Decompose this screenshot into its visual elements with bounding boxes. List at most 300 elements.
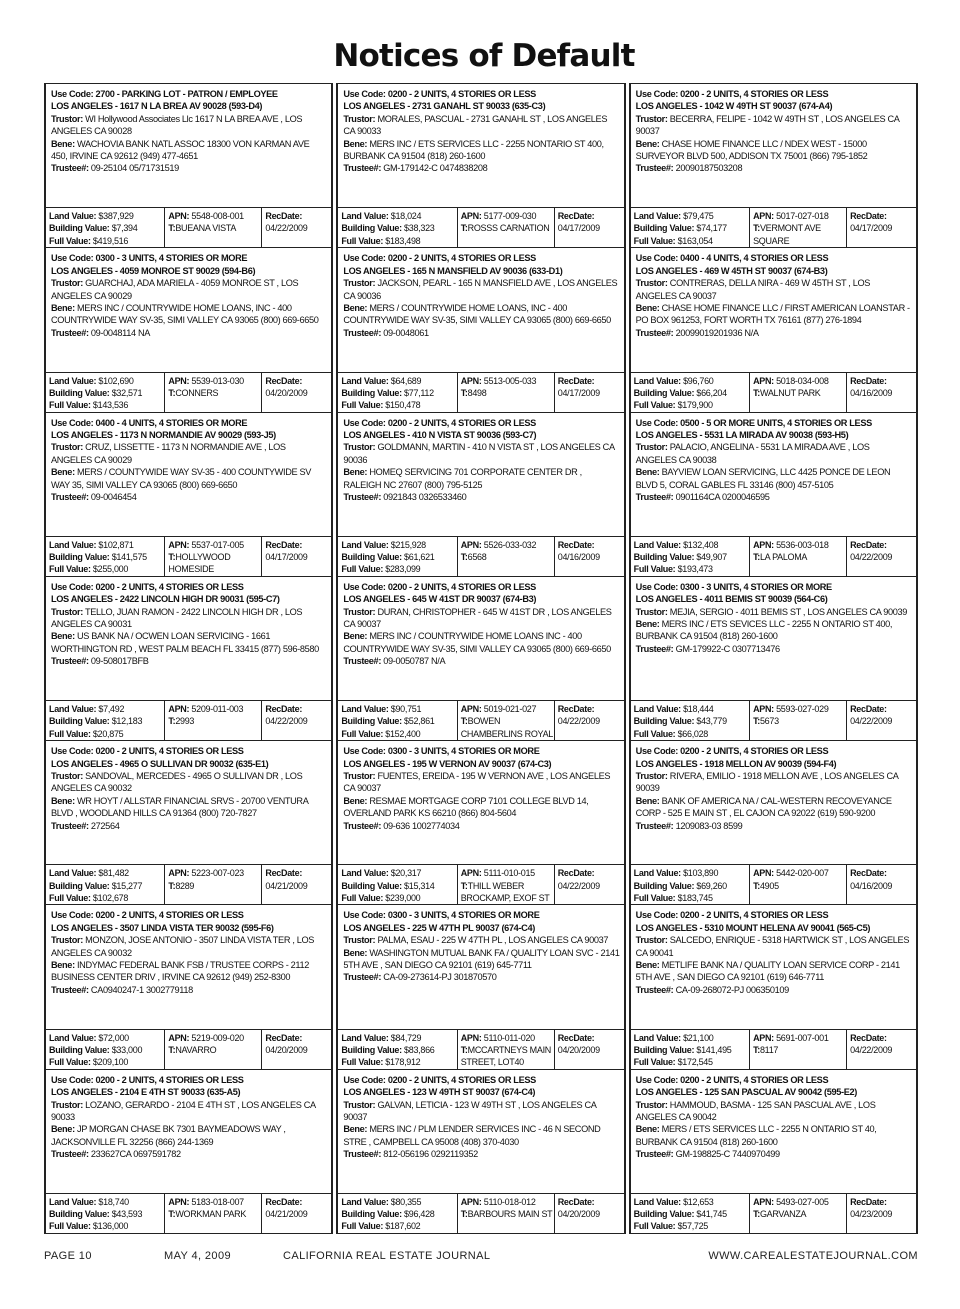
building-value: $7,394 (111, 223, 138, 234)
full-value: $255,000 (92, 564, 129, 575)
use-code: Use Code: 0300 - 3 UNITS, 4 STORIES OR MORE (51, 253, 248, 264)
recdate-cell (261, 373, 331, 412)
trustor-line (343, 934, 619, 946)
apn-value: 5110-018-012 (483, 1197, 536, 1207)
recdate-label: RecDate: (850, 704, 887, 715)
full-value-label: Full Value: (49, 892, 91, 903)
land-value: $18,024 (390, 211, 422, 222)
notice-values (338, 207, 623, 247)
recdate-value: 04/20/2009 (557, 1209, 600, 1220)
land-value: $96,760 (683, 375, 714, 386)
full-value-label: Full Value: (49, 1057, 91, 1068)
notices-grid (44, 84, 918, 1234)
notice-details (338, 577, 623, 700)
trustee-value: 1209083-03 8599 (675, 820, 743, 831)
tract-label: T: (460, 223, 468, 234)
apn-value: 5110-011-020 (483, 1032, 535, 1043)
land-value-label: Land Value: (633, 375, 681, 386)
bene-value: BANK OF AMERICA NA / CAL-WESTERN RECOVEYANCE CORP - 525 E MAIN ST , EL CAJON CA 92022 (619) 590-9200 (635, 795, 892, 819)
trustor-value: TELLO, JUAN RAMON - 2422 LINCOLN HIGH DR , LOS ANGELES CA 90031 (51, 606, 303, 630)
bene-value: US BANK NA / OCWEN LOAN SERVICING - 1661 WORTHINGTON RD , WEST PALM BEACH FL 33415 (877) 596-8580 (51, 631, 319, 654)
notice-values (338, 1193, 623, 1233)
trustee-label: Trustee#: (51, 984, 89, 995)
recdate-cell (554, 208, 624, 247)
trustee-line (343, 162, 619, 174)
footer-page-number: PAGE 10 (44, 1250, 92, 1262)
trustee-value: GM-198825-C 7440970499 (675, 1149, 780, 1160)
full-value-label: Full Value: (49, 399, 91, 410)
recdate-cell (261, 537, 331, 576)
bene-line (343, 947, 619, 972)
apn-value: 5183-018-007 (191, 1197, 244, 1207)
building-value: $32,571 (111, 387, 143, 398)
property-address: LOS ANGELES - 165 N MANSFIELD AV 90036 (633-D1) (343, 265, 563, 276)
recdate-cell (846, 373, 916, 412)
trustee-line (636, 984, 912, 996)
trustor-line (636, 1099, 912, 1124)
bene-value: WASHINGTON MUTUAL BANK FA / QUALITY LOAN SVC - 2141 5TH AVE , SAN DIEGO CA 92101 (619) 645-7711 (343, 947, 620, 971)
full-value-label: Full Value: (49, 728, 91, 739)
tract-value: 6568 (467, 552, 487, 563)
bene-label: Bene: (51, 795, 75, 806)
trustor-value: SALCEDO, ENRIQUE - 5318 HARTWICK ST , LOS ANGELES CA 90041 (635, 935, 910, 958)
tract-label: T: (460, 716, 468, 727)
values-cell (338, 208, 456, 247)
apn-cell (457, 865, 554, 904)
building-value: $141,575 (111, 552, 147, 563)
use-code: Use Code: 0200 - 2 UNITS, 4 STORIES OR LESS (343, 89, 536, 99)
use-code: Use Code: 2700 - PARKING LOT - PATRON / EMPLOYEE (51, 89, 278, 99)
trustee-value: 0901164CA 0200046595 (675, 492, 770, 502)
trustee-line (343, 491, 619, 503)
notice-card (44, 904, 333, 1069)
recdate-label: RecDate: (265, 375, 303, 386)
trustee-label: Trustee#: (635, 327, 674, 338)
trustor-label: Trustor: (635, 606, 668, 617)
notice-card (336, 247, 625, 412)
recdate-value: 04/16/2009 (850, 880, 893, 891)
use-code: Use Code: 0200 - 2 UNITS, 4 STORIES OR LESS (51, 1074, 244, 1085)
recdate-label: RecDate: (850, 868, 887, 879)
recdate-label: RecDate: (265, 1197, 303, 1207)
building-value-label: Building Value: (49, 1044, 110, 1055)
trustee-value: 09-25104 05/71731519 (90, 163, 179, 174)
trustor-line (51, 113, 327, 138)
recdate-cell (554, 865, 624, 904)
trustor-line (636, 441, 912, 466)
apn-cell (749, 537, 846, 576)
full-value-label: Full Value: (633, 564, 676, 575)
trustee-value: 0921843 0326533460 (383, 492, 467, 502)
full-value-label: Full Value: (49, 1221, 91, 1232)
land-value-label: Land Value: (341, 375, 389, 386)
trustee-value: 09-0046454 (90, 492, 137, 502)
use-code: Use Code: 0200 - 2 UNITS, 4 STORIES OR LESS (51, 581, 244, 592)
trustor-value: MONZON, JOSE ANTONIO - 3507 LINDA VISTA TER , LOS ANGELES CA 90032 (51, 935, 315, 958)
trustee-value: 812-056196 0292119352 (383, 1149, 478, 1160)
land-value-label: Land Value: (341, 868, 389, 879)
trustor-value: CRUZ, LISSETTE - 1173 N NORMANDIE AVE , LOS ANGELES CA 90029 (51, 442, 286, 465)
bene-line (51, 1123, 327, 1148)
notice-values (338, 1029, 623, 1069)
recdate-label: RecDate: (850, 375, 887, 386)
property-address: LOS ANGELES - 2422 LINCOLN HIGH DR 90031 (595-C7) (51, 594, 280, 605)
trustor-line (51, 606, 327, 631)
notice-details (631, 84, 916, 207)
bene-value: MERS / ETS SERVICES LLC - 2255 N ONTARIO ST 40, BURBANK CA 91504 (818) 260-1600 (635, 1124, 877, 1147)
trustor-label: Trustor: (51, 935, 83, 946)
bene-line (636, 138, 912, 163)
use-code: Use Code: 0200 - 2 UNITS, 4 STORIES OR LESS (51, 746, 244, 757)
land-value: $102,690 (98, 375, 134, 386)
building-value-label: Building Value: (633, 880, 695, 891)
apn-cell (457, 373, 554, 412)
trustee-value: 20090187503208 (675, 163, 743, 174)
bene-value: MERS INC / PLM LENDER SERVICES INC - 46 N SECOND STRE , CAMPBELL CA 95008 (408) 370-4030 (343, 1124, 601, 1147)
land-value-label: Land Value: (49, 375, 97, 386)
apn-value: 5526-033-032 (483, 539, 537, 550)
recdate-value: 04/20/2009 (557, 1044, 600, 1055)
trustor-label: Trustor: (635, 1099, 668, 1110)
trustor-value: LOZANO, GERARDO - 2104 E 4TH ST , LOS ANGELES CA 90033 (51, 1099, 316, 1122)
notice-values (631, 700, 916, 740)
trustee-line (343, 971, 619, 983)
building-value-label: Building Value: (341, 223, 402, 234)
property-address: LOS ANGELES - 225 W 47TH PL 90037 (674-C4) (343, 922, 535, 933)
notice-details (631, 577, 916, 700)
bene-value: MERS INC / ETS SERVICES LLC - 2255 NONTARIO ST 400, BURBANK CA 91504 (818) 260-1600 (343, 138, 604, 162)
trustee-line (51, 327, 327, 339)
notice-card (44, 1069, 333, 1234)
notice-values (46, 1193, 331, 1233)
tract-label: T: (753, 880, 760, 891)
notice-details (631, 248, 916, 371)
notice-card (44, 740, 333, 905)
tract-label: T: (168, 1209, 176, 1220)
trustee-label: Trustee#: (635, 163, 674, 174)
bene-line (343, 466, 619, 491)
notice-details (631, 905, 916, 1028)
notice-card (44, 83, 333, 248)
tract-value: 8289 (175, 880, 195, 891)
tract-value: 2993 (175, 716, 195, 727)
recdate-cell (261, 1194, 331, 1233)
notice-values (631, 864, 916, 904)
values-cell (46, 701, 164, 740)
trustee-line (51, 655, 327, 667)
tract-value: HOLLYWOOD HOMESIDE (168, 552, 231, 575)
apn-label: APN: (460, 704, 482, 715)
tract-label: T: (753, 387, 760, 398)
notice-values (46, 536, 331, 576)
building-value: $69,260 (696, 880, 727, 891)
building-value: $33,000 (111, 1044, 143, 1055)
trustor-label: Trustor: (51, 770, 83, 781)
apn-cell (164, 373, 261, 412)
bene-line (343, 1123, 619, 1148)
apn-cell (164, 865, 261, 904)
property-address: LOS ANGELES - 2104 E 4TH ST 90033 (635-A5) (51, 1087, 241, 1098)
use-code: Use Code: 0300 - 3 UNITS, 4 STORIES OR MORE (635, 581, 832, 592)
recdate-cell (554, 537, 624, 576)
recdate-cell (846, 208, 916, 247)
bene-line (343, 630, 619, 655)
tract-value: 4905 (759, 880, 779, 891)
trustee-line (636, 491, 912, 503)
tract-label: T: (753, 1044, 760, 1055)
trustee-line (343, 655, 619, 667)
bene-value: MERS / COUNTRYWIDE HOME LOANS, INC - 400 COUNTRYWIDE WAY SV-35, SIMI VALLEY CA 93065 (800) 669-6650 (343, 302, 611, 326)
trustee-value: 20099019201936 N/A (675, 327, 759, 338)
apn-cell (749, 1194, 846, 1233)
full-value: $178,912 (385, 1057, 421, 1068)
trustor-label: Trustor: (635, 770, 668, 781)
apn-label: APN: (753, 1032, 774, 1043)
use-code: Use Code: 0200 - 2 UNITS, 4 STORIES OR LESS (51, 910, 244, 921)
property-address: LOS ANGELES - 1617 N LA BREA AV 90028 (593-D4) (51, 101, 263, 112)
notice-card (44, 247, 333, 412)
trustor-label: Trustor: (51, 113, 83, 124)
land-value: $64,689 (390, 375, 422, 386)
full-value-label: Full Value: (341, 235, 384, 246)
building-value-label: Building Value: (633, 223, 695, 234)
full-value-label: Full Value: (341, 399, 384, 410)
use-code: Use Code: 0200 - 2 UNITS, 4 STORIES OR LESS (635, 1074, 829, 1085)
apn-value: 5442-020-007 (776, 868, 829, 879)
land-value-label: Land Value: (341, 1032, 389, 1043)
bene-label: Bene: (343, 302, 368, 313)
building-value-label: Building Value: (341, 552, 402, 563)
apn-value: 5691-007-001 (776, 1032, 829, 1043)
apn-value: 5209-011-003 (191, 704, 244, 715)
trustor-line (343, 606, 619, 631)
full-value: $183,498 (385, 235, 421, 246)
building-value-label: Building Value: (341, 880, 402, 891)
full-value: $187,602 (385, 1221, 421, 1232)
full-value: $419,516 (92, 235, 129, 246)
trustor-line (343, 113, 619, 138)
apn-value: 5223-007-023 (191, 868, 244, 879)
apn-value: 5219-009-020 (191, 1032, 244, 1043)
land-value: $387,929 (98, 211, 134, 222)
trustee-line (636, 643, 912, 655)
trustee-label: Trustee#: (51, 656, 89, 667)
building-value: $83,866 (404, 1044, 435, 1055)
land-value-label: Land Value: (49, 1197, 97, 1207)
full-value: $179,900 (677, 399, 713, 410)
tract-value: BUEANA VISTA (175, 223, 237, 234)
land-value-label: Land Value: (633, 1197, 681, 1207)
trustee-label: Trustee#: (635, 492, 674, 502)
notice-card (44, 412, 333, 577)
values-cell (631, 373, 749, 412)
notice-card (336, 1069, 625, 1234)
apn-label: APN: (753, 1197, 774, 1207)
bene-label: Bene: (635, 467, 660, 478)
recdate-value: 04/23/2009 (850, 1209, 893, 1220)
bene-line (51, 630, 327, 655)
footer-website: WWW.CAREALESTATEJOURNAL.COM (708, 1250, 918, 1262)
apn-cell (749, 701, 846, 740)
trustee-label: Trustee#: (51, 820, 89, 831)
notice-card (629, 247, 918, 412)
land-value-label: Land Value: (49, 539, 97, 550)
notice-details (338, 248, 623, 371)
building-value: $43,593 (111, 1209, 143, 1220)
land-value-label: Land Value: (341, 704, 389, 715)
recdate-cell (554, 1194, 624, 1233)
notice-details (46, 84, 331, 207)
land-value: $12,653 (683, 1197, 714, 1207)
trustor-line (636, 277, 912, 302)
building-value: $96,428 (404, 1209, 435, 1220)
trustor-label: Trustor: (343, 1099, 376, 1110)
notice-card (629, 740, 918, 905)
bene-label: Bene: (51, 302, 75, 313)
bene-line (343, 795, 619, 820)
tract-label: T: (168, 552, 176, 563)
trustee-value: 233627CA 0697591782 (90, 1149, 181, 1160)
property-address: LOS ANGELES - 5531 LA MIRADA AV 90038 (593-H5) (635, 429, 849, 440)
recdate-label: RecDate: (265, 868, 303, 879)
notice-values (631, 1029, 916, 1069)
building-value: $66,204 (696, 387, 727, 398)
property-address: LOS ANGELES - 5310 MOUNT HELENA AV 90041 (565-C5) (635, 922, 871, 933)
values-cell (46, 865, 164, 904)
building-value: $38,323 (404, 223, 435, 234)
recdate-label: RecDate: (265, 704, 303, 715)
bene-line (636, 618, 912, 643)
bene-value: JP MORGAN CHASE BK 7301 BAYMEADOWS WAY , JACKSONVILLE FL 32256 (866) 244-1369 (51, 1124, 286, 1147)
footer-date: MAY 4, 2009 (164, 1250, 231, 1262)
tract-label: T: (460, 1209, 468, 1220)
full-value-label: Full Value: (341, 1221, 384, 1232)
recdate-value: 04/17/2009 (265, 552, 308, 563)
land-value: $7,492 (98, 704, 125, 715)
trustee-line (636, 162, 912, 174)
tract-value: THILL WEBER BROCKAMP, EXOF ST (460, 880, 550, 903)
property-address: LOS ANGELES - 125 SAN PASCUAL AV 90042 (595-E2) (635, 1087, 857, 1098)
tract-value: WALNUT PARK (759, 387, 821, 398)
use-code: Use Code: 0200 - 2 UNITS, 4 STORIES OR LESS (343, 581, 536, 592)
bene-label: Bene: (635, 1124, 660, 1135)
apn-value: 5177-009-030 (483, 211, 537, 222)
tract-value: BARBOURS MAIN ST (467, 1209, 553, 1220)
notice-values (46, 372, 331, 412)
building-value: $77,112 (404, 387, 434, 398)
notice-details (46, 741, 331, 864)
use-code: Use Code: 0400 - 4 UNITS, 4 STORIES OR LESS (635, 253, 829, 264)
trustee-value: 09-0048061 (383, 327, 429, 338)
full-value: $150,478 (385, 399, 421, 410)
land-value-label: Land Value: (341, 211, 389, 222)
bene-value: CHASE HOME FINANCE LLC / NDEX WEST - 15000 SURVEYOR BLVD 500, ADDISON TX 75001 (866) 795-1852 (635, 138, 868, 162)
trustor-value: HAMMOUD, BASMA - 125 SAN PASCUAL AVE , LOS ANGELES CA 90042 (635, 1099, 876, 1122)
building-value: $52,861 (404, 716, 435, 727)
notice-details (46, 413, 331, 536)
bene-label: Bene: (635, 619, 660, 630)
full-value: $20,875 (92, 728, 124, 739)
full-value: $143,536 (92, 399, 129, 410)
notice-card (336, 83, 625, 248)
trustee-line (51, 162, 327, 174)
tract-label: T: (753, 223, 760, 234)
building-value: $74,177 (696, 223, 727, 234)
notice-card (336, 904, 625, 1069)
use-code: Use Code: 0300 - 3 UNITS, 4 STORIES OR MORE (343, 746, 540, 757)
recdate-cell (261, 865, 331, 904)
trustor-line (343, 441, 619, 466)
trustor-label: Trustor: (343, 935, 376, 946)
trustee-label: Trustee#: (343, 656, 382, 667)
values-cell (338, 1030, 456, 1069)
full-value: $209,100 (92, 1057, 129, 1068)
land-value: $18,444 (683, 704, 714, 715)
apn-cell (164, 537, 261, 576)
bene-value: RESMAE MORTGAGE CORP 7101 COLLEGE BLVD 14, OVERLAND PARK KS 66210 (866) 804-5604 (343, 795, 589, 819)
bene-line (51, 795, 327, 820)
trustor-line (636, 113, 912, 138)
trustor-line (51, 441, 327, 466)
recdate-value: 04/22/2009 (265, 716, 308, 727)
apn-label: APN: (168, 704, 190, 715)
apn-label: APN: (168, 375, 190, 386)
property-address: LOS ANGELES - 1173 N NORMANDIE AV 90029 (593-J5) (51, 429, 276, 440)
trustee-label: Trustee#: (343, 1149, 382, 1160)
tract-value: 5673 (759, 716, 779, 727)
trustor-value: FUENTES, EREIDA - 195 W VERNON AVE , LOS ANGELES CA 90037 (343, 770, 611, 794)
bene-label: Bene: (343, 795, 368, 806)
notice-values (46, 700, 331, 740)
trustee-value: 09-636 1002774034 (383, 820, 460, 831)
building-value-label: Building Value: (633, 716, 695, 727)
notice-details (338, 741, 623, 864)
recdate-cell (846, 865, 916, 904)
apn-cell (164, 1194, 261, 1233)
land-value: $80,355 (390, 1197, 422, 1207)
building-value-label: Building Value: (49, 552, 110, 563)
building-value-label: Building Value: (341, 1209, 402, 1220)
trustor-label: Trustor: (343, 606, 376, 617)
recdate-label: RecDate: (850, 1032, 887, 1043)
building-value-label: Building Value: (633, 1209, 695, 1220)
notice-card (44, 576, 333, 741)
apn-value: 5019-021-027 (483, 704, 537, 715)
trustor-line (343, 1099, 619, 1124)
trustee-label: Trustee#: (343, 820, 382, 831)
apn-value: 5537-017-005 (191, 539, 244, 550)
property-address: LOS ANGELES - 1042 W 49TH ST 90037 (674-A4) (635, 101, 833, 112)
notice-values (338, 372, 623, 412)
recdate-value: 04/16/2009 (850, 387, 893, 398)
bene-label: Bene: (51, 631, 75, 642)
notice-values (631, 372, 916, 412)
land-value: $132,408 (683, 539, 719, 550)
values-cell (631, 208, 749, 247)
trustor-label: Trustor: (51, 606, 83, 617)
use-code: Use Code: 0200 - 2 UNITS, 4 STORIES OR LESS (635, 746, 829, 757)
notice-details (46, 905, 331, 1028)
trustee-value: 272564 (90, 820, 120, 831)
tract-value: LA PALOMA (759, 552, 808, 563)
notice-details (631, 741, 916, 864)
property-address: LOS ANGELES - 4059 MONROE ST 90029 (594-B6) (51, 265, 256, 276)
full-value-label: Full Value: (633, 1221, 676, 1232)
bene-line (51, 466, 327, 491)
building-value: $61,621 (404, 552, 435, 563)
recdate-cell (846, 1194, 916, 1233)
notice-card (629, 904, 918, 1069)
